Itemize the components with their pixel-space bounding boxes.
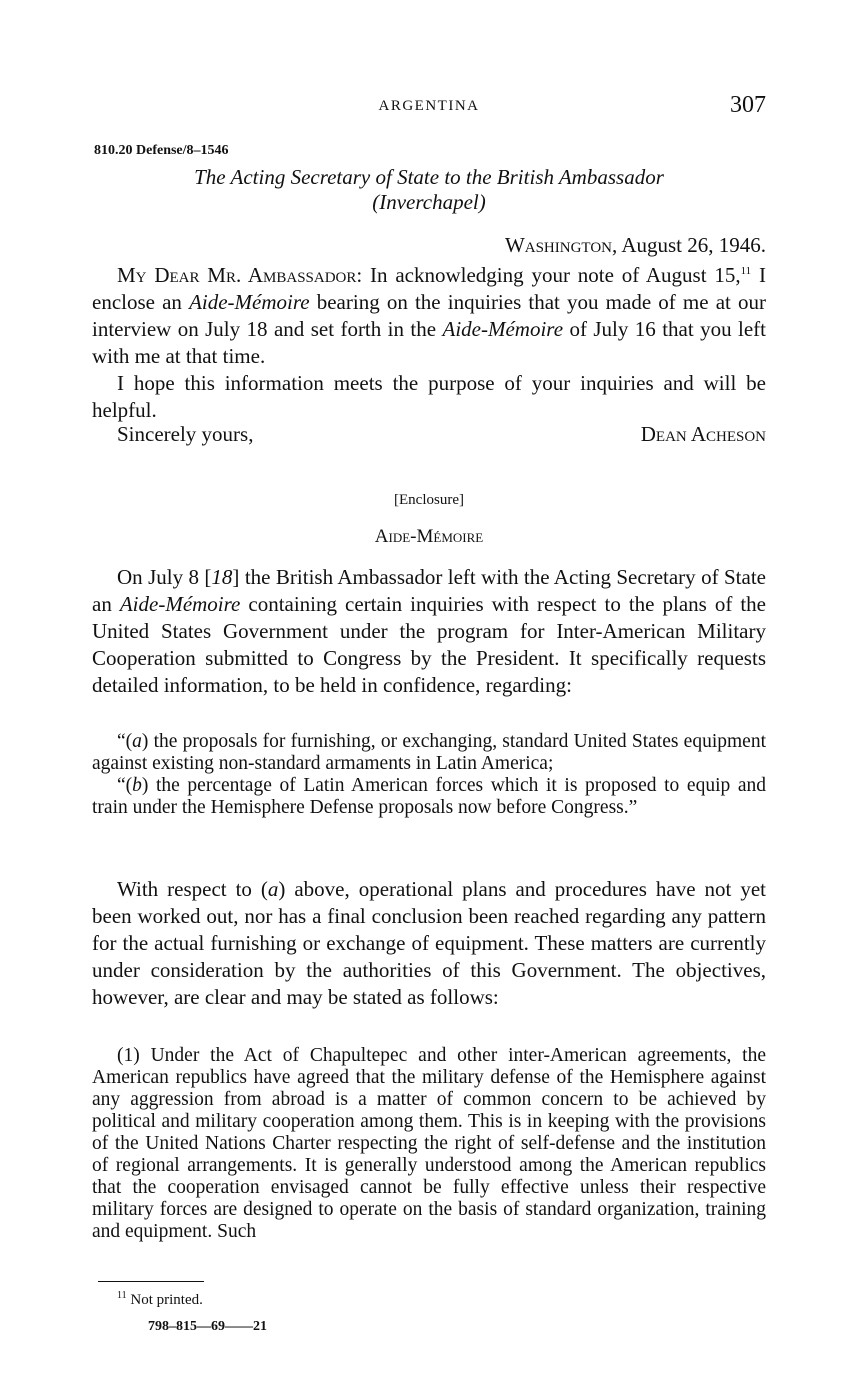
memo-paragraph xyxy=(92,564,766,699)
complimentary-close: Sincerely yours, xyxy=(117,422,254,446)
dateline-place: Washington, xyxy=(504,233,618,257)
quote-text: “( xyxy=(117,775,133,796)
footnote-reference: 11 xyxy=(740,265,752,277)
memo-paragraph-1 xyxy=(92,564,766,699)
footnote-marker: 11 xyxy=(117,1290,127,1301)
title-line-1: The Acting Secretary of State to the British Ambassador xyxy=(194,165,664,189)
title-line-2: (Inverchapel) xyxy=(372,190,486,214)
quote-letter: b xyxy=(132,775,142,796)
document-page xyxy=(92,0,766,1379)
footnote-text: Not printed. xyxy=(126,1292,203,1308)
letter-text: In acknowledging your note of August 15, xyxy=(362,263,741,287)
memo-text: ] the British Ambassador left with the Acting Secretary of State an xyxy=(92,565,766,616)
letter-text: of July 16 that you left with me at that time. xyxy=(92,317,766,368)
file-reference: 810.20 Defense/8–1546 xyxy=(94,143,229,158)
memo-italic: 18 xyxy=(211,565,233,589)
memo-italic: a xyxy=(267,877,279,901)
letter-body xyxy=(92,262,766,424)
memo-quotation xyxy=(92,731,766,819)
letter-italic: Aide-Mémoire xyxy=(189,290,310,314)
signature: Dean Acheson xyxy=(640,422,766,446)
quote-letter: a xyxy=(132,731,142,752)
letter-text: I enclose an xyxy=(92,263,766,314)
memo-paragraph-2 xyxy=(92,876,766,1011)
document-title xyxy=(92,165,766,215)
quote-item-b xyxy=(92,775,766,819)
dateline xyxy=(505,233,766,258)
memo-text: containing certain inquiries with respect to the plans of the United States Government under the program for Inter-American Military Cooperation submitted to Congress by the President. It specifically requests detailed information, to be held in confidence, regarding: xyxy=(92,592,766,697)
page-header xyxy=(92,92,766,124)
page-number: 307 xyxy=(730,92,766,118)
memo-italic: Aide-Mémoire xyxy=(119,592,241,616)
memo-text: ) above, operational plans and procedures have not yet been worked out, nor has a final conclusion been reached regarding any pattern for the actual furnishing or exchange of equipment. These matters are currently under consideration by the authorities of this Government. The objectives, however, are clear and may be stated as follows: xyxy=(92,877,766,1009)
dateline-date: August 26, 1946. xyxy=(617,233,766,257)
quote-text: ) the percentage of Latin American forces which it is proposed to equip and train under the Hemisphere Defense proposals now before Congress.” xyxy=(92,775,766,818)
memo-text: On July 8 [ xyxy=(117,565,212,589)
memo-text: With respect to ( xyxy=(117,877,268,901)
running-head: ARGENTINA xyxy=(378,98,480,114)
letter-paragraph-1 xyxy=(92,262,766,370)
letter-closing xyxy=(117,422,766,447)
letter-text: bearing on the inquiries that you made of me at our interview on July 18 and set forth in the xyxy=(92,290,766,341)
salutation: My Dear Mr. Ambassador: xyxy=(117,263,363,287)
memo-title: Aide-Mémoire xyxy=(374,526,484,547)
footnote xyxy=(117,1292,203,1309)
enclosure-label: [Enclosure] xyxy=(394,492,464,508)
memo-paragraph xyxy=(92,876,766,1011)
memo-paragraph: (1) Under the Act of Chapultepec and other inter-American agreements, the American republics have agreed that the military defense of the Hemisphere against any aggression from abroad is a matter of common concern to be achieved by political and military cooperation among them. This is in keeping with the provisions of the United Nations Charter respecting the right of self-defense and the institution of regional arrangements. It is generally understood among the American republics that the cooperation envisaged cannot be fully effective unless their respective military forces are designed to operate on the basis of standard organization, training and equipment. Such xyxy=(92,1045,766,1242)
memo-paragraph-3 xyxy=(92,1045,766,1243)
quote-text: “( xyxy=(117,731,133,752)
letter-italic: Aide-Mémoire xyxy=(442,317,564,341)
letter-paragraph-2: I hope this information meets the purpose of your inquiries and will be helpful. xyxy=(92,371,766,422)
printer-code: 798–815—69——21 xyxy=(148,1319,267,1334)
quote-text: ) the proposals for furnishing, or exchanging, standard United States equipment against existing non-standard armaments in Latin America; xyxy=(92,731,766,774)
quote-item-a xyxy=(92,731,766,775)
footnote-divider xyxy=(98,1281,204,1282)
